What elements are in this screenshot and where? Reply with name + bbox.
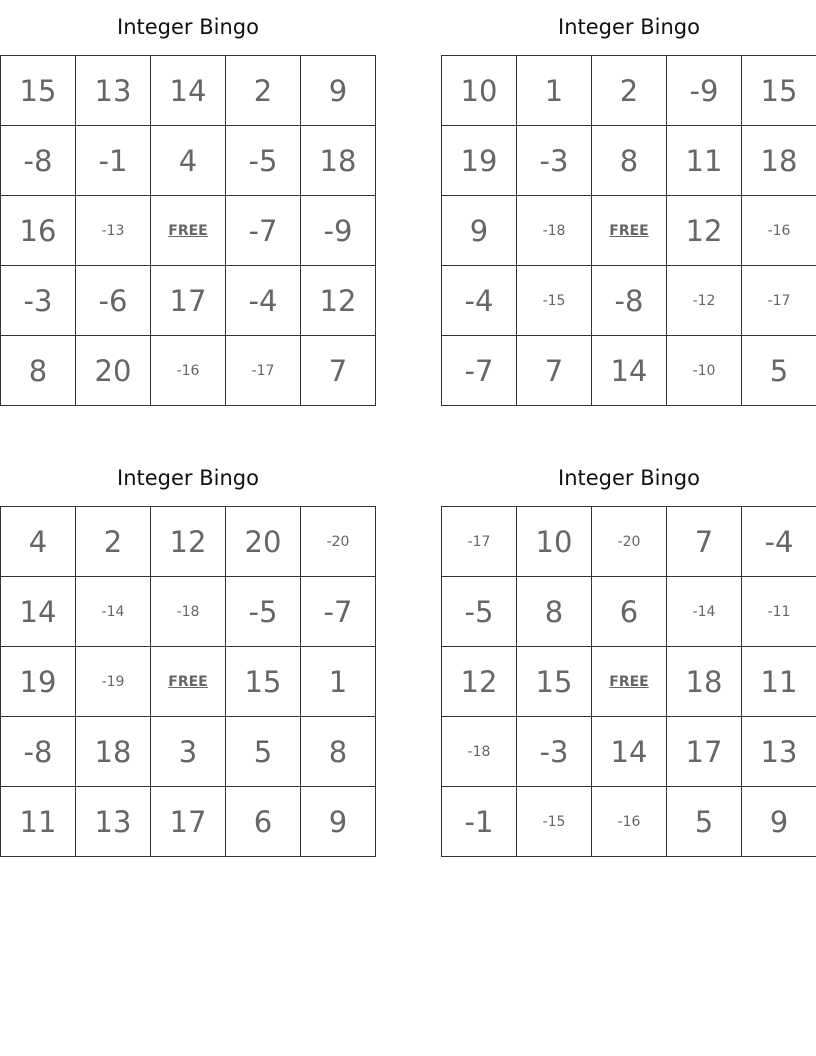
bingo-cell: -10 xyxy=(667,336,742,406)
bingo-cell: 14 xyxy=(1,577,76,647)
bingo-cell: 11 xyxy=(667,126,742,196)
bingo-cell: -8 xyxy=(592,266,667,336)
bingo-cell: -7 xyxy=(226,196,301,266)
bingo-cell: -8 xyxy=(1,126,76,196)
bingo-grid xyxy=(441,55,816,406)
bingo-cell: -11 xyxy=(742,577,816,647)
bingo-cell: 5 xyxy=(667,787,742,857)
bingo-cell: 16 xyxy=(1,196,76,266)
bingo-cell: -3 xyxy=(1,266,76,336)
bingo-cell: 1 xyxy=(517,56,592,126)
bingo-card-4 xyxy=(441,451,816,857)
bingo-cell: -12 xyxy=(667,266,742,336)
bingo-cell: 9 xyxy=(742,787,816,857)
free-space-cell: FREE xyxy=(592,196,667,266)
bingo-cell: 20 xyxy=(76,336,151,406)
bingo-cell: 10 xyxy=(442,56,517,126)
bingo-cell: 18 xyxy=(742,126,816,196)
card-title: Integer Bingo xyxy=(117,466,259,490)
bingo-cell: -5 xyxy=(226,126,301,196)
bingo-cell: 6 xyxy=(592,577,667,647)
bingo-cell: 14 xyxy=(592,336,667,406)
bingo-cell: -15 xyxy=(517,787,592,857)
bingo-grid xyxy=(0,55,376,406)
bingo-cell: 13 xyxy=(76,56,151,126)
bingo-cell: -3 xyxy=(517,126,592,196)
bingo-card-1 xyxy=(0,0,376,406)
bingo-cell: -17 xyxy=(742,266,816,336)
bingo-cell: 15 xyxy=(517,647,592,717)
bingo-cell: -1 xyxy=(76,126,151,196)
bingo-cell: 15 xyxy=(742,56,816,126)
bingo-cell: 19 xyxy=(442,126,517,196)
bingo-cell: 7 xyxy=(301,336,376,406)
bingo-cell: -17 xyxy=(442,507,517,577)
bingo-cell: 17 xyxy=(667,717,742,787)
bingo-cell: 9 xyxy=(442,196,517,266)
bingo-cell: -14 xyxy=(667,577,742,647)
bingo-cell: -18 xyxy=(151,577,226,647)
bingo-cell: -14 xyxy=(76,577,151,647)
bingo-cell: 9 xyxy=(301,787,376,857)
free-space-cell: FREE xyxy=(592,647,667,717)
bingo-cell: 2 xyxy=(76,507,151,577)
bingo-cell: -13 xyxy=(76,196,151,266)
bingo-cell: 5 xyxy=(742,336,816,406)
bingo-cell: 11 xyxy=(1,787,76,857)
bingo-cell: 20 xyxy=(226,507,301,577)
bingo-cell: 11 xyxy=(742,647,816,717)
bingo-cell: -4 xyxy=(226,266,301,336)
bingo-cell: 10 xyxy=(517,507,592,577)
bingo-cell: 1 xyxy=(301,647,376,717)
bingo-cell: -1 xyxy=(442,787,517,857)
bingo-cell: 8 xyxy=(1,336,76,406)
bingo-cell: -15 xyxy=(517,266,592,336)
bingo-cell: 17 xyxy=(151,266,226,336)
bingo-cell: -16 xyxy=(151,336,226,406)
bingo-cell: 14 xyxy=(151,56,226,126)
bingo-cell: -4 xyxy=(442,266,517,336)
bingo-cell: 4 xyxy=(1,507,76,577)
bingo-cell: 12 xyxy=(667,196,742,266)
free-space-cell: FREE xyxy=(151,647,226,717)
bingo-cell: 4 xyxy=(151,126,226,196)
bingo-cell: 8 xyxy=(517,577,592,647)
card-title: Integer Bingo xyxy=(117,15,259,39)
bingo-cell: 15 xyxy=(1,56,76,126)
bingo-cell: 5 xyxy=(226,717,301,787)
bingo-cell: 7 xyxy=(667,507,742,577)
bingo-card-2 xyxy=(441,0,816,406)
bingo-cell: -6 xyxy=(76,266,151,336)
bingo-cell: -16 xyxy=(742,196,816,266)
bingo-cell: -4 xyxy=(742,507,816,577)
bingo-cell: -18 xyxy=(442,717,517,787)
bingo-cell: 9 xyxy=(301,56,376,126)
bingo-cell: 2 xyxy=(226,56,301,126)
bingo-grid xyxy=(441,506,816,857)
bingo-cell: 15 xyxy=(226,647,301,717)
bingo-grid xyxy=(0,506,376,857)
bingo-cell: -3 xyxy=(517,717,592,787)
bingo-cell: 8 xyxy=(301,717,376,787)
bingo-cell: 8 xyxy=(592,126,667,196)
bingo-cell: 17 xyxy=(151,787,226,857)
bingo-cell: 13 xyxy=(742,717,816,787)
bingo-cell: 2 xyxy=(592,56,667,126)
free-space-cell: FREE xyxy=(151,196,226,266)
bingo-cell: -17 xyxy=(226,336,301,406)
bingo-cell: 14 xyxy=(592,717,667,787)
bingo-cell: -20 xyxy=(301,507,376,577)
bingo-cell: -9 xyxy=(301,196,376,266)
bingo-cell: 12 xyxy=(301,266,376,336)
bingo-cell: -20 xyxy=(592,507,667,577)
bingo-cell: 7 xyxy=(517,336,592,406)
bingo-cell: 12 xyxy=(442,647,517,717)
bingo-cell: -8 xyxy=(1,717,76,787)
bingo-cell: 18 xyxy=(76,717,151,787)
bingo-cell: -16 xyxy=(592,787,667,857)
bingo-cell: -7 xyxy=(301,577,376,647)
card-title: Integer Bingo xyxy=(558,15,700,39)
bingo-cell: -18 xyxy=(517,196,592,266)
bingo-cell: 6 xyxy=(226,787,301,857)
bingo-cell: 12 xyxy=(151,507,226,577)
bingo-card-3 xyxy=(0,451,376,857)
bingo-cell: 18 xyxy=(667,647,742,717)
bingo-cell: -19 xyxy=(76,647,151,717)
bingo-cell: 18 xyxy=(301,126,376,196)
card-title: Integer Bingo xyxy=(558,466,700,490)
bingo-cell: -9 xyxy=(667,56,742,126)
bingo-cell: -5 xyxy=(442,577,517,647)
bingo-cell: -7 xyxy=(442,336,517,406)
bingo-cell: 3 xyxy=(151,717,226,787)
bingo-cell: 13 xyxy=(76,787,151,857)
bingo-cell: -5 xyxy=(226,577,301,647)
bingo-cell: 19 xyxy=(1,647,76,717)
